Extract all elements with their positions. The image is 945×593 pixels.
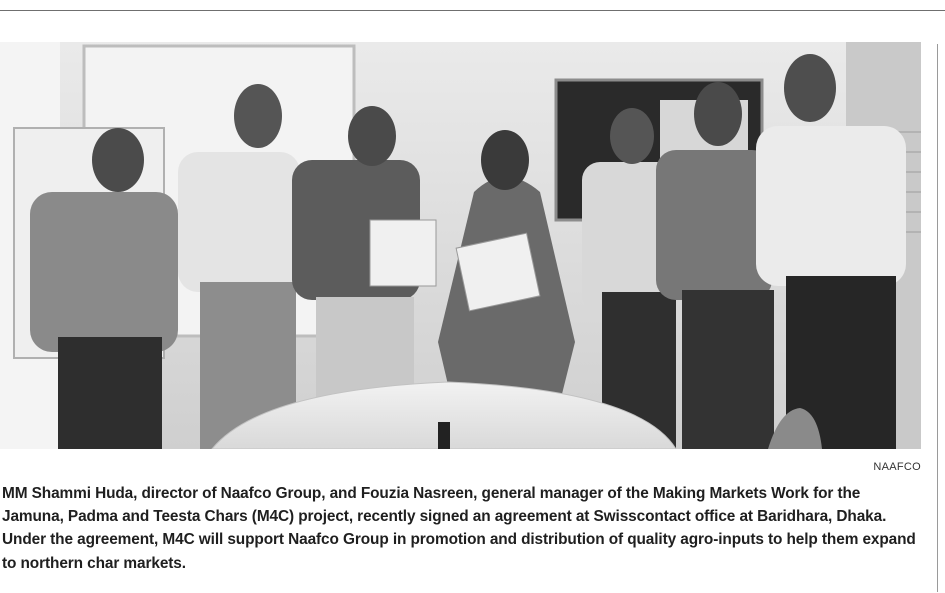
photo-illustration	[0, 42, 921, 449]
booklet-left	[370, 220, 436, 286]
top-rule	[0, 10, 945, 11]
photo-caption: MM Shammi Huda, director of Naafco Group, and Fouzia Nasreen, general manager of the Making Markets Work for the Jamuna, Padma and Teesta Chars (M4C) project, recently signed an agreement at Swisscontact office at Baridhara, Dhaka. Under the agreement, M4C will support Naafco Group in promotion and distribution of quality agro-inputs to help them expand to northern char markets.	[2, 485, 916, 572]
column-rule	[937, 44, 938, 592]
table-cable-port	[438, 422, 450, 449]
news-photo	[0, 42, 921, 449]
photo-credit: NAAFCO	[873, 461, 921, 473]
